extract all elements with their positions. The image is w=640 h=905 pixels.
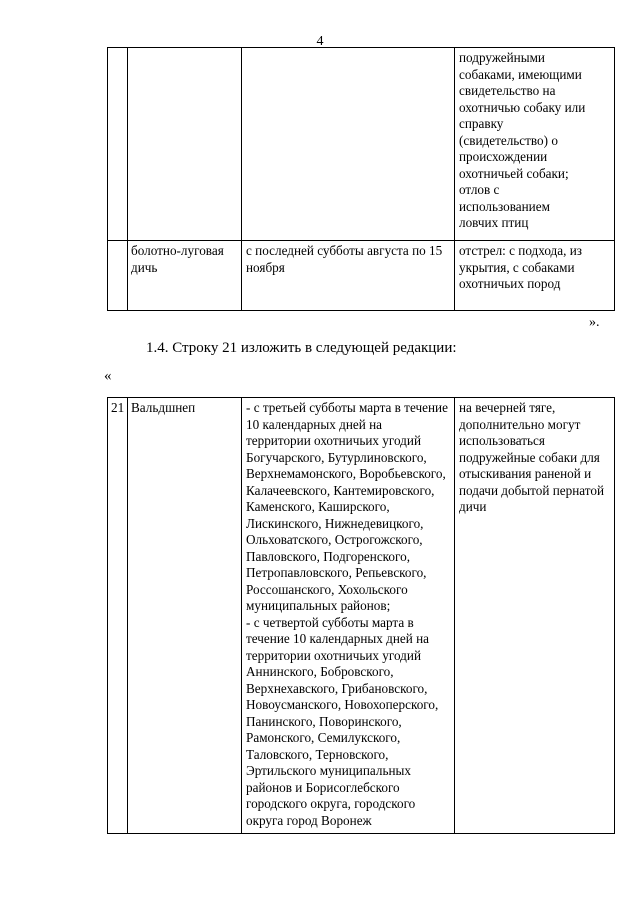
hunting-method-cell: отстрел: с подхода, из укрытия, с собаками охотничьих пород — [455, 241, 615, 311]
row-number-cell — [108, 48, 128, 241]
table-row — [108, 398, 615, 834]
woodcock-row-table — [107, 397, 615, 834]
opening-quote: « — [104, 368, 112, 384]
amendment-instruction: 1.4. Строку 21 изложить в следующей редакции: — [146, 340, 457, 356]
hunting-period-cell: с последней субботы августа по 15 ноября — [242, 241, 455, 311]
row-number-cell: 21 — [108, 398, 128, 834]
closing-quote: ». — [589, 315, 600, 330]
page-number: 4 — [316, 34, 324, 49]
game-name-cell: болотно-луговая дичь — [128, 241, 242, 311]
hunting-period-cell: - с третьей субботы марта в течение 10 календарных дней на территории охотничьих угодий Богучарского, Бутурлиновского, Верхнемамонского, Воробьевского, Калачеевского, Кантемировского, Каменского, Каширского, Лискинского, Нижнедевицкого, Ольховатского, Острогожского, Павловского, Подгоренского, Петропавловского, Репьевского, Россошанского, Хохольского муниципальных районов; - с четвертой субботы марта в течение 10 календарных дней на территории охотничьих угодий Аннинского, Бобровского, Верхнехавского, Грибановского, Новоусманского, Новохоперского, Панинского, Поворинского, Рамонского, Семилукского, Таловского, Терновского, Эртильского муниципальных районов и Борисоглебского городского округа, городского округа город Воронеж — [242, 398, 455, 834]
table-row — [108, 48, 615, 241]
game-name-cell: Вальдшнеп — [128, 398, 242, 834]
row-number-cell — [108, 241, 128, 311]
hunting-method-cell: на вечерней тяге, дополнительно могут использоваться подружейные собаки для отыскивания раненой и подачи добытой пернатой дичи — [455, 398, 615, 834]
game-name-cell — [128, 48, 242, 241]
table-row — [108, 241, 615, 311]
hunting-method-cell: подружейными собаками, имеющими свидетельство на охотничью собаку или справку (свидетельство) о происхождении охотничьей собаки; отлов с использованием ловчих птиц — [455, 48, 615, 241]
hunting-periods-table-continued — [107, 47, 615, 311]
hunting-period-cell — [242, 48, 455, 241]
